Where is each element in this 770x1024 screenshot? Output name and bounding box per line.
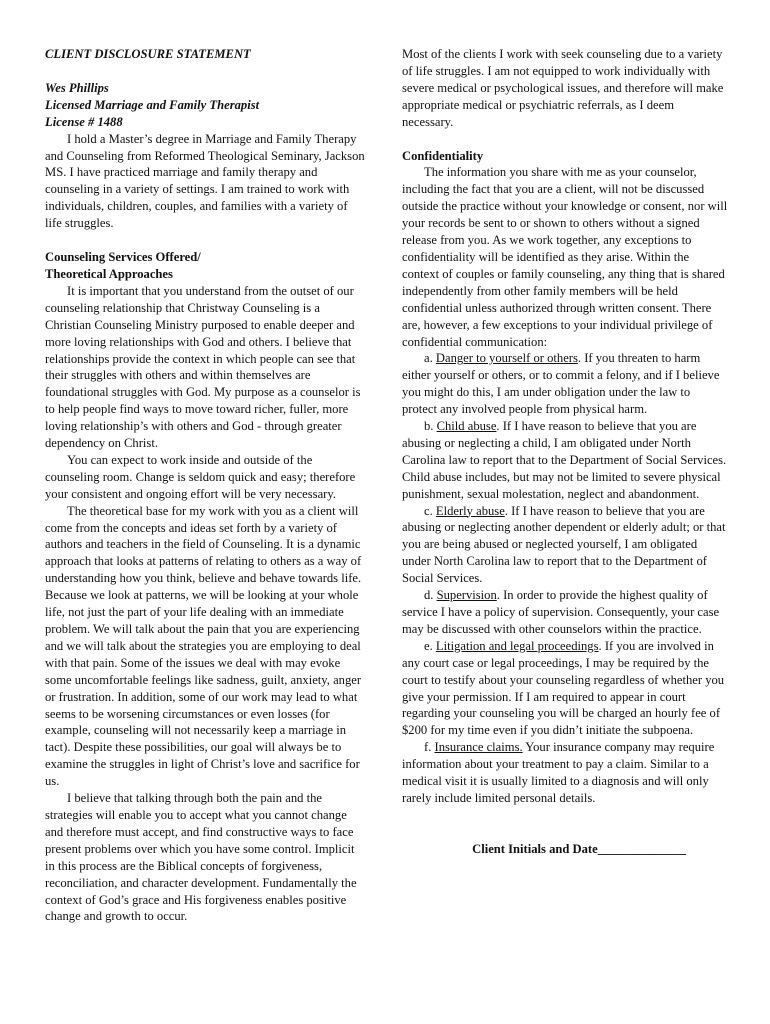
exception-term: Litigation and legal proceedings [435, 638, 599, 653]
client-initials-line: Client Initials and Date______________ [472, 841, 686, 856]
exception-item: e. Litigation and legal proceedings. If you are involved in any court case or legal proceedings, I may be required by the court to testify about your counseling regardless of whether you give your permission. If I am required to appear in court regarding your counseling you will be charged an hourly fee of $200 for my time even if you didn’t initiate the subpoena. [402, 638, 725, 738]
referrals-paragraph: Most of the clients I work with seek counseling due to a variety of life struggles. I am not equipped to work individually with severe medical or psychological issues, and therefore will make appropriate medical or psychiatric referrals, as I deem necessary. [402, 47, 724, 129]
confidentiality-paragraph: The information you share with me as your counselor, including the fact that you are a client, will not be discussed outside the practice without your knowledge or consent, nor will your records be sent to or shown to others without a signed release from you. As we work together, any exceptions to confidentiality will be identified as they arise. Within the context of couples or family counseling, any thing that is shared independently from other family members will be held confidential unless authorized through written consent. There are, however, a few exceptions to your individual privilege of confidential communication: [402, 165, 728, 349]
exception-term: Child abuse [436, 419, 497, 434]
services-paragraph-1: It is important that you understand from the outset of our counseling relationship that Christway Counseling is a Christian Counseling Ministry purposed to enable deeper and more loving relationships with God and others. I believe that relationships provide the context in which people can see that their struggles with others and within themselves are foundational struggles with God. My purpose as a counselor is to help people find ways to move toward richer, fuller, more loving relationship’s with others and God - through greater dependency on Christ. [45, 283, 361, 451]
services-paragraph-4: I believe that talking through both the pain and the strategies will enable you to accept what you cannot change and therefore must accept, and find constructive ways to face present problems over which you have some control. Implicit in this process are the Biblical concepts of forgiveness, reconciliation, and character development. Fundamentally the context of God’s grace and His forgiveness enables positive change and growth to occur. [45, 791, 357, 924]
exception-item: d. Supervision. In order to provide the highest quality of service I have a policy of supervision. Consequently, your case may be discussed with other counselors within the practice. [402, 588, 720, 636]
exception-term: Danger to yourself or others [435, 351, 578, 366]
services-heading-line1: Counseling Services Offered/ [45, 250, 201, 265]
license-number: License # 1488 [45, 114, 123, 129]
therapist-name: Wes Phillips [45, 80, 109, 95]
document-title: CLIENT DISCLOSURE STATEMENT [45, 47, 251, 61]
exception-item: a. Danger to yourself or others. If you threaten to harm either yourself or others, or to commit a felony, and if I believe you might do this, I am under obligation under the law to protect any involved people from physical harm. [402, 351, 720, 417]
exception-term: Elderly abuse [435, 503, 505, 518]
exception-item: c. Elderly abuse. If I have reason to believe that you are abusing or neglecting another dependent or elderly adult; or that you are being abused or neglected yourself, I am obligated under North Carolina law to report that to the Department of Social Services. [402, 503, 726, 586]
exception-term: Insurance claims. [434, 740, 523, 755]
services-paragraph-2: You can expect to work inside and outside of the counseling room. Change is seldom quick and easy; therefore your consistent and ongoing effort will be very necessary. [45, 452, 356, 501]
right-column [402, 46, 728, 858]
intro-paragraph: I hold a Master’s degree in Marriage and Family Therapy and Counseling from Reformed Theological Seminary, Jackson MS. I have practiced marriage and family therapy and counseling in a variety of settings. I am trained to work with individuals, children, couples, and families with a variety of life struggles. [45, 131, 365, 231]
left-column [45, 46, 367, 925]
services-paragraph-3: The theoretical base for my work with you as a client will come from the concepts and ideas set forth by a variety of authors and teachers in the field of Counseling. It is a dynamic approach that looks at patterns of relating to others as a way of understanding how you think, believe and behave towards life. Because we look at patterns, we will be looking at your whole life, not just the part of your life dealing with an immediate problem. We will talk about the pain that you are experiencing and we will talk about the strategies you are employing to deal with that pain. Some of the issues we deal with may evoke some uncomfortable feelings like sadness, guilt, anxiety, anger or frustration. In addition, some of our work may lead to what seems to be worsening circumstances or even losses (for example, counseling will not necessarily keep a marriage in tact). Despite these possibilities, our goal will always be to examine the struggles in light of Christ’s love and sacrifice for us. [45, 503, 362, 789]
services-heading-line2: Theoretical Approaches [45, 266, 173, 281]
therapist-role: Licensed Marriage and Family Therapist [45, 97, 260, 112]
exception-term: Supervision [436, 588, 497, 603]
exception-item: f. Insurance claims. Your insurance company may require information about your treatment to pay a claim. Similar to a medical visit it is usually limited to a diagnosis and will only rarely include limited personal details. [402, 740, 715, 805]
exception-item: b. Child abuse. If I have reason to believe that you are abusing or neglecting a child, I am obligated under North Carolina law to report that to the Department of Social Services. Child abuse includes, but may not be limited to severe physical punishment, sexual molestation, neglect and abandonment. [402, 419, 727, 501]
confidentiality-heading: Confidentiality [402, 148, 484, 163]
